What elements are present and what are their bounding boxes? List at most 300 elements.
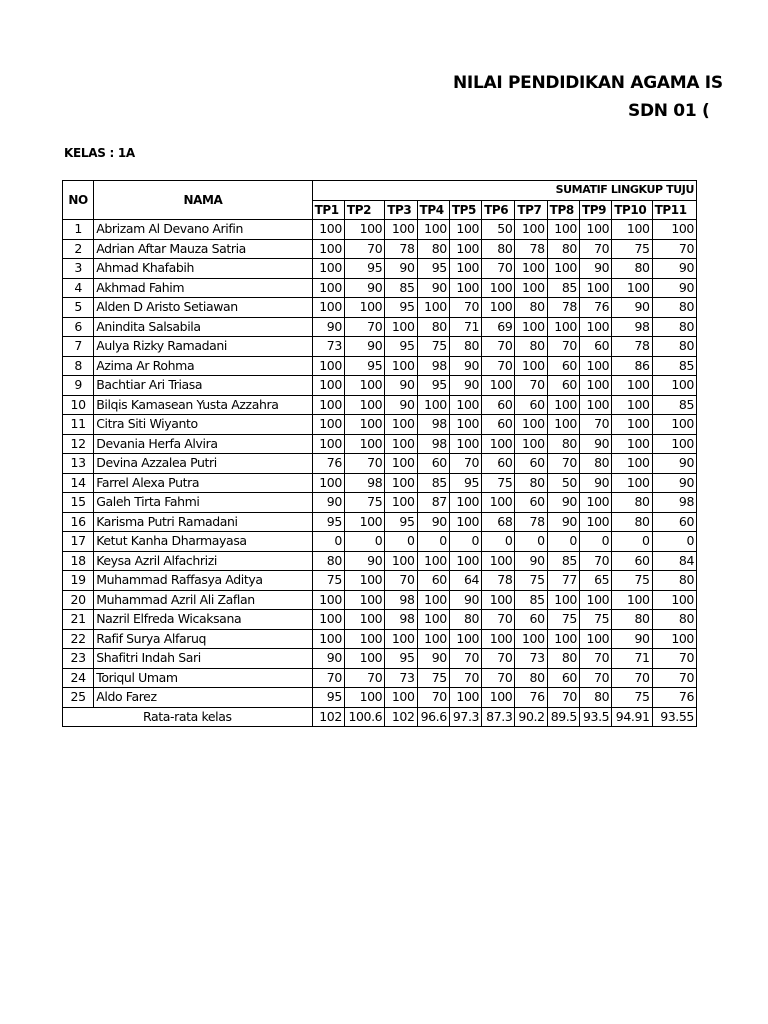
score-cell: 80	[652, 337, 696, 357]
score-cell: 68	[482, 512, 515, 532]
score-cell: 100	[515, 278, 547, 298]
student-number: 10	[63, 395, 94, 415]
score-cell: 95	[385, 512, 417, 532]
score-cell: 76	[652, 688, 696, 708]
header-tp: TP5	[449, 200, 481, 220]
score-cell: 80	[612, 493, 652, 513]
score-cell: 80	[579, 688, 611, 708]
student-name: Bachtiar Ari Triasa	[94, 376, 312, 396]
table-row	[63, 434, 697, 454]
score-cell: 100	[652, 590, 696, 610]
student-name: Aldo Farez	[94, 688, 312, 708]
score-cell: 98	[344, 473, 384, 493]
student-name: Muhammad Raffasya Aditya	[94, 571, 312, 591]
student-name: Azima Ar Rohma	[94, 356, 312, 376]
score-cell: 70	[652, 239, 696, 259]
student-number: 25	[63, 688, 94, 708]
table-row	[63, 512, 697, 532]
student-name: Farrel Alexa Putra	[94, 473, 312, 493]
average-score: 90.2	[515, 707, 547, 727]
score-cell: 100	[312, 298, 344, 318]
score-cell: 98	[385, 610, 417, 630]
average-score: 102	[385, 707, 417, 727]
score-cell: 60	[547, 668, 579, 688]
score-cell: 100	[449, 239, 481, 259]
score-cell: 0	[579, 532, 611, 552]
score-cell: 100	[312, 356, 344, 376]
student-number: 14	[63, 473, 94, 493]
score-cell: 100	[344, 610, 384, 630]
score-cell: 85	[547, 278, 579, 298]
score-cell: 100	[385, 688, 417, 708]
score-cell: 100	[612, 590, 652, 610]
score-cell: 100	[482, 298, 515, 318]
score-cell: 100	[515, 356, 547, 376]
average-score: 93.55	[652, 707, 696, 727]
student-number: 20	[63, 590, 94, 610]
student-number: 17	[63, 532, 94, 552]
student-name: Ketut Kanha Dharmayasa	[94, 532, 312, 552]
table-row	[63, 239, 697, 259]
student-number: 24	[63, 668, 94, 688]
student-name: Akhmad Fahim	[94, 278, 312, 298]
student-number: 9	[63, 376, 94, 396]
score-cell: 70	[482, 356, 515, 376]
header-nama: NAMA	[94, 181, 312, 220]
student-number: 7	[63, 337, 94, 357]
student-number: 1	[63, 220, 94, 240]
score-cell: 70	[344, 239, 384, 259]
score-cell: 100	[344, 512, 384, 532]
score-cell: 70	[449, 298, 481, 318]
average-label: Rata-rata kelas	[63, 707, 313, 727]
score-cell: 70	[482, 610, 515, 630]
score-cell: 100	[547, 415, 579, 435]
average-score: 97.3	[449, 707, 481, 727]
score-cell: 60	[417, 454, 449, 474]
score-cell: 70	[482, 337, 515, 357]
average-score: 93.5	[579, 707, 611, 727]
score-cell: 85	[547, 551, 579, 571]
score-cell: 100	[344, 376, 384, 396]
score-cell: 95	[312, 688, 344, 708]
score-cell: 69	[482, 317, 515, 337]
score-cell: 100	[612, 434, 652, 454]
score-cell: 100	[515, 259, 547, 279]
score-cell: 71	[612, 649, 652, 669]
score-cell: 0	[449, 532, 481, 552]
score-cell: 80	[449, 610, 481, 630]
student-name: Toriqul Umam	[94, 668, 312, 688]
score-cell: 100	[579, 317, 611, 337]
average-score: 94.91	[612, 707, 652, 727]
score-cell: 90	[385, 259, 417, 279]
score-cell: 95	[449, 473, 481, 493]
student-name: Bilqis Kamasean Yusta Azzahra	[94, 395, 312, 415]
score-cell: 80	[652, 298, 696, 318]
score-cell: 100	[344, 590, 384, 610]
score-cell: 90	[312, 493, 344, 513]
header-tp: TP10	[612, 200, 652, 220]
table-row	[63, 668, 697, 688]
score-cell: 70	[312, 668, 344, 688]
score-cell: 80	[515, 298, 547, 318]
score-cell: 90	[612, 298, 652, 318]
score-cell: 100	[547, 259, 579, 279]
score-cell: 98	[417, 434, 449, 454]
score-cell: 100	[547, 317, 579, 337]
score-cell: 100	[417, 220, 449, 240]
score-cell: 100	[344, 688, 384, 708]
score-cell: 70	[547, 337, 579, 357]
score-cell: 75	[515, 571, 547, 591]
score-cell: 100	[579, 278, 611, 298]
student-name: Adrian Aftar Mauza Satria	[94, 239, 312, 259]
score-cell: 98	[417, 356, 449, 376]
score-cell: 78	[547, 298, 579, 318]
score-cell: 98	[417, 415, 449, 435]
table-row	[63, 259, 697, 279]
score-cell: 100	[385, 473, 417, 493]
table-row	[63, 571, 697, 591]
score-cell: 100	[344, 395, 384, 415]
student-number: 6	[63, 317, 94, 337]
score-cell: 100	[312, 415, 344, 435]
score-cell: 80	[652, 610, 696, 630]
average-row	[63, 707, 697, 727]
score-cell: 100	[312, 610, 344, 630]
score-cell: 100	[515, 629, 547, 649]
score-cell: 90	[385, 395, 417, 415]
header-tp: TP11	[652, 200, 696, 220]
student-name: Aulya Rizky Ramadani	[94, 337, 312, 357]
score-cell: 100	[449, 259, 481, 279]
score-cell: 100	[344, 298, 384, 318]
score-cell: 95	[385, 649, 417, 669]
score-cell: 78	[482, 571, 515, 591]
header-row-1	[63, 181, 697, 201]
student-number: 13	[63, 454, 94, 474]
student-name: Shafitri Indah Sari	[94, 649, 312, 669]
score-cell: 100	[449, 278, 481, 298]
score-cell: 100	[515, 220, 547, 240]
page-title: NILAI PENDIDIKAN AGAMA IS	[453, 73, 723, 93]
student-name: Ahmad Khafabih	[94, 259, 312, 279]
score-cell: 90	[547, 493, 579, 513]
table-row	[63, 376, 697, 396]
table-row	[63, 395, 697, 415]
score-cell: 80	[652, 571, 696, 591]
score-cell: 60	[612, 551, 652, 571]
student-number: 18	[63, 551, 94, 571]
student-number: 12	[63, 434, 94, 454]
score-cell: 100	[312, 376, 344, 396]
score-cell: 70	[579, 415, 611, 435]
header-tp: TP4	[417, 200, 449, 220]
score-cell: 100	[482, 493, 515, 513]
table-row	[63, 551, 697, 571]
score-cell: 75	[312, 571, 344, 591]
score-cell: 100	[385, 415, 417, 435]
score-cell: 90	[312, 317, 344, 337]
score-cell: 70	[579, 551, 611, 571]
grade-table-body	[63, 220, 697, 708]
average-score: 96.6	[417, 707, 449, 727]
score-cell: 100	[579, 493, 611, 513]
score-cell: 80	[449, 337, 481, 357]
student-name: Rafif Surya Alfaruq	[94, 629, 312, 649]
score-cell: 90	[515, 551, 547, 571]
score-cell: 100	[344, 629, 384, 649]
score-cell: 95	[344, 356, 384, 376]
score-cell: 90	[417, 512, 449, 532]
score-cell: 100	[312, 278, 344, 298]
student-name: Anindita Salsabila	[94, 317, 312, 337]
score-cell: 85	[652, 356, 696, 376]
student-number: 23	[63, 649, 94, 669]
score-cell: 70	[547, 454, 579, 474]
score-cell: 76	[312, 454, 344, 474]
header-tp: TP3	[385, 200, 417, 220]
score-cell: 100	[385, 629, 417, 649]
score-cell: 78	[612, 337, 652, 357]
student-number: 15	[63, 493, 94, 513]
score-cell: 100	[612, 376, 652, 396]
table-row	[63, 473, 697, 493]
score-cell: 100	[612, 278, 652, 298]
student-name: Galeh Tirta Fahmi	[94, 493, 312, 513]
score-cell: 98	[385, 590, 417, 610]
score-cell: 100	[344, 415, 384, 435]
score-cell: 100	[312, 629, 344, 649]
score-cell: 75	[417, 337, 449, 357]
score-cell: 78	[515, 239, 547, 259]
score-cell: 100	[652, 629, 696, 649]
score-cell: 0	[482, 532, 515, 552]
score-cell: 100	[579, 356, 611, 376]
score-cell: 80	[417, 239, 449, 259]
score-cell: 76	[515, 688, 547, 708]
table-row	[63, 337, 697, 357]
score-cell: 100	[385, 356, 417, 376]
score-cell: 87	[417, 493, 449, 513]
score-cell: 100	[547, 590, 579, 610]
score-cell: 100	[482, 629, 515, 649]
score-cell: 100	[579, 395, 611, 415]
student-number: 11	[63, 415, 94, 435]
score-cell: 70	[482, 649, 515, 669]
score-cell: 100	[579, 512, 611, 532]
score-cell: 70	[449, 668, 481, 688]
score-cell: 100	[547, 629, 579, 649]
score-cell: 75	[612, 688, 652, 708]
score-cell: 71	[449, 317, 481, 337]
student-number: 16	[63, 512, 94, 532]
score-cell: 100	[612, 395, 652, 415]
score-cell: 70	[385, 571, 417, 591]
school-name: SDN 01 (	[628, 101, 710, 121]
student-number: 4	[63, 278, 94, 298]
score-cell: 85	[385, 278, 417, 298]
score-cell: 100	[417, 395, 449, 415]
score-cell: 100	[652, 220, 696, 240]
header-tp: TP8	[547, 200, 579, 220]
score-cell: 100	[652, 434, 696, 454]
score-cell: 60	[515, 493, 547, 513]
score-cell: 60	[547, 376, 579, 396]
score-cell: 100	[652, 415, 696, 435]
student-number: 2	[63, 239, 94, 259]
score-cell: 80	[579, 454, 611, 474]
score-cell: 60	[482, 454, 515, 474]
score-cell: 80	[515, 668, 547, 688]
score-cell: 90	[344, 337, 384, 357]
score-cell: 70	[482, 259, 515, 279]
score-cell: 75	[612, 571, 652, 591]
score-cell: 100	[417, 298, 449, 318]
header-tp: TP2	[344, 200, 384, 220]
score-cell: 60	[547, 356, 579, 376]
score-cell: 90	[579, 473, 611, 493]
score-cell: 100	[482, 278, 515, 298]
score-cell: 75	[482, 473, 515, 493]
score-cell: 100	[515, 415, 547, 435]
score-cell: 90	[449, 356, 481, 376]
score-cell: 70	[579, 239, 611, 259]
score-cell: 80	[515, 473, 547, 493]
score-cell: 70	[612, 668, 652, 688]
score-cell: 73	[312, 337, 344, 357]
score-cell: 100	[482, 551, 515, 571]
score-cell: 100	[312, 590, 344, 610]
score-cell: 90	[652, 473, 696, 493]
score-cell: 80	[612, 259, 652, 279]
score-cell: 100	[312, 395, 344, 415]
student-name: Abrizam Al Devano Arifin	[94, 220, 312, 240]
score-cell: 90	[312, 649, 344, 669]
table-row	[63, 493, 697, 513]
student-number: 8	[63, 356, 94, 376]
score-cell: 0	[385, 532, 417, 552]
score-cell: 90	[612, 629, 652, 649]
score-cell: 100	[482, 688, 515, 708]
score-cell: 100	[385, 454, 417, 474]
score-cell: 100	[482, 590, 515, 610]
score-cell: 84	[652, 551, 696, 571]
score-cell: 100	[612, 454, 652, 474]
score-cell: 65	[579, 571, 611, 591]
score-cell: 100	[449, 551, 481, 571]
table-row	[63, 590, 697, 610]
score-cell: 98	[652, 493, 696, 513]
table-row	[63, 629, 697, 649]
score-cell: 80	[612, 512, 652, 532]
score-cell: 73	[385, 668, 417, 688]
score-cell: 76	[579, 298, 611, 318]
score-cell: 100	[417, 551, 449, 571]
score-cell: 100	[482, 434, 515, 454]
score-cell: 100	[547, 395, 579, 415]
average-score: 87.3	[482, 707, 515, 727]
score-cell: 100	[449, 629, 481, 649]
score-cell: 85	[652, 395, 696, 415]
student-name: Karisma Putri Ramadani	[94, 512, 312, 532]
score-cell: 75	[612, 239, 652, 259]
student-number: 3	[63, 259, 94, 279]
score-cell: 100	[312, 434, 344, 454]
student-name: Citra Siti Wiyanto	[94, 415, 312, 435]
score-cell: 60	[417, 571, 449, 591]
score-cell: 100	[449, 434, 481, 454]
student-name: Keysa Azril Alfachrizi	[94, 551, 312, 571]
class-label: KELAS : 1A	[64, 146, 135, 160]
score-cell: 0	[417, 532, 449, 552]
score-cell: 90	[417, 649, 449, 669]
score-cell: 100	[449, 688, 481, 708]
score-cell: 100	[417, 590, 449, 610]
score-cell: 50	[547, 473, 579, 493]
score-cell: 75	[547, 610, 579, 630]
header-tp: TP1	[312, 200, 344, 220]
score-cell: 95	[385, 337, 417, 357]
score-cell: 75	[344, 493, 384, 513]
score-cell: 0	[515, 532, 547, 552]
score-cell: 80	[312, 551, 344, 571]
score-cell: 60	[482, 395, 515, 415]
score-cell: 100	[515, 434, 547, 454]
header-sumatif: SUMATIF LINGKUP TUJU	[312, 181, 696, 201]
score-cell: 100	[449, 415, 481, 435]
score-cell: 100	[449, 220, 481, 240]
student-name: Devina Azzalea Putri	[94, 454, 312, 474]
score-cell: 90	[417, 278, 449, 298]
average-score: 100.6	[344, 707, 384, 727]
table-row	[63, 278, 697, 298]
score-cell: 100	[385, 551, 417, 571]
table-row	[63, 532, 697, 552]
score-cell: 100	[344, 434, 384, 454]
table-row	[63, 220, 697, 240]
score-cell: 80	[417, 317, 449, 337]
score-cell: 90	[652, 259, 696, 279]
score-cell: 100	[449, 512, 481, 532]
score-cell: 100	[312, 259, 344, 279]
score-cell: 70	[344, 668, 384, 688]
score-cell: 100	[449, 493, 481, 513]
score-cell: 80	[547, 434, 579, 454]
header-tp: TP6	[482, 200, 515, 220]
score-cell: 100	[579, 629, 611, 649]
score-cell: 90	[385, 376, 417, 396]
score-cell: 100	[547, 220, 579, 240]
student-name: Alden D Aristo Setiawan	[94, 298, 312, 318]
score-cell: 85	[417, 473, 449, 493]
score-cell: 100	[312, 473, 344, 493]
score-cell: 80	[652, 317, 696, 337]
score-cell: 100	[344, 220, 384, 240]
table-row	[63, 688, 697, 708]
score-cell: 60	[579, 337, 611, 357]
score-cell: 100	[579, 220, 611, 240]
table-row	[63, 454, 697, 474]
score-cell: 95	[312, 512, 344, 532]
score-cell: 95	[417, 376, 449, 396]
score-cell: 80	[547, 239, 579, 259]
score-cell: 90	[547, 512, 579, 532]
score-cell: 90	[344, 278, 384, 298]
score-cell: 100	[312, 239, 344, 259]
student-number: 22	[63, 629, 94, 649]
